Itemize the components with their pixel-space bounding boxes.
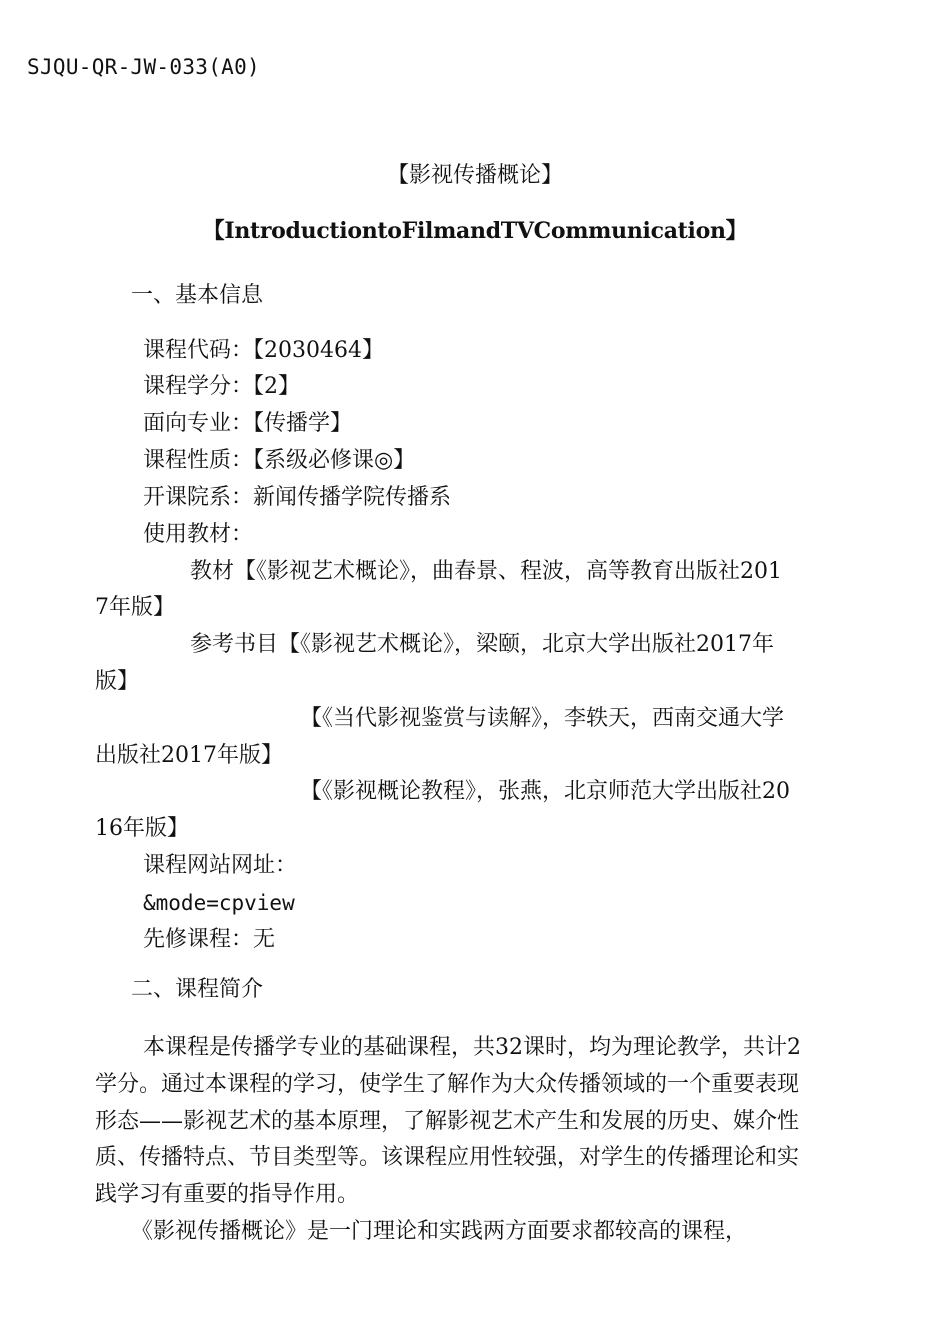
reference-1-line-1: 参考书目【《影视艺术概论》，梁颐，北京大学出版社2017年: [190, 632, 774, 657]
reference-2-line-2: 出版社2017年版】: [95, 743, 283, 768]
intro-paragraph-line: 质、传播特点、节目类型等。该课程应用性较强，对学生的传播理论和实: [95, 1145, 800, 1170]
website-label: 课程网站网址：: [143, 853, 298, 878]
course-credits-field: 课程学分：【2】: [143, 374, 300, 399]
target-major-field: 面向专业：【传播学】: [143, 411, 353, 436]
intro-paragraph-line: 践学习有重要的指导作用。: [95, 1182, 360, 1207]
intro-paragraph-line: 形态——影视艺术的基本原理，了解影视艺术产生和发展的历史、媒介性: [95, 1109, 800, 1134]
document-code: SJQU-QR-JW-033(A0): [27, 55, 260, 79]
reference-3-line-1: 【《影视概论教程》，张燕，北京师范大学出版社20: [300, 779, 790, 804]
reference-3-line-2: 16年版】: [95, 816, 189, 841]
reference-2-line-1: 【《当代影视鉴赏与读解》，李轶天，西南交通大学: [300, 706, 785, 731]
textbook-line-2: 7年版】: [95, 595, 175, 620]
intro-paragraph-line: 学分。通过本课程的学习，使学生了解作为大众传播领域的一个重要表现: [95, 1072, 800, 1097]
materials-label: 使用教材：: [143, 522, 254, 547]
intro-paragraph-line: 本课程是传播学专业的基础课程，共32课时，均为理论教学，共计2: [143, 1035, 801, 1060]
section-heading-course-intro: 二、课程简介: [131, 977, 264, 1002]
section-heading-basic-info: 一、基本信息: [131, 283, 264, 308]
course-title-english: 【IntroductiontoFilmandTVCommunication】: [202, 218, 748, 244]
reference-1-line-2: 版】: [95, 669, 140, 694]
prerequisite-field: 先修课程：无: [143, 927, 276, 952]
second-paragraph-line: 《影视传播概论》是一门理论和实践两方面要求都较高的课程，: [131, 1219, 748, 1244]
course-code-field: 课程代码：【2030464】: [143, 338, 384, 363]
textbook-line-1: 教材【《影视艺术概论》，曲春景、程波，高等教育出版社201: [190, 559, 782, 584]
course-nature-field: 课程性质：【系级必修课◎】: [143, 448, 416, 473]
department-field: 开课院系：新闻传播学院传播系: [143, 485, 452, 510]
course-title-chinese: 【影视传播概论】: [386, 163, 563, 188]
website-value: &mode=cpview: [143, 891, 295, 915]
